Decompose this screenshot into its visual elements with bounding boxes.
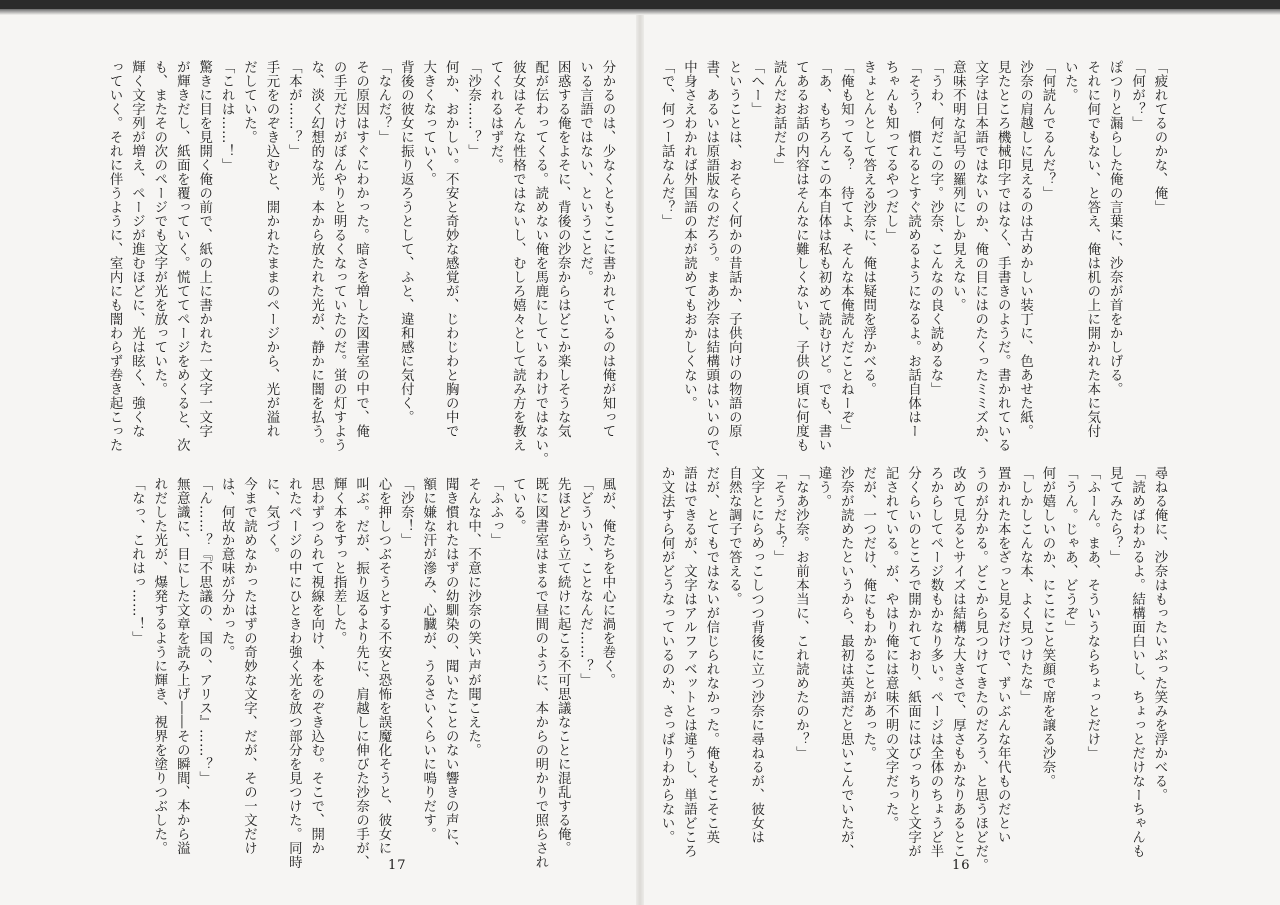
text-line: 「何読んでるんだ？」 [1039, 60, 1055, 200]
text-line: 何か、おかしい。不安と奇妙な感覚が、じわじわと胸の中で [443, 60, 459, 438]
text-line: 心を押しつぶそうとする不安と恐怖を誤魔化そうと、彼女に [375, 477, 391, 855]
text-line: だが、とてもではないが信じられなかった。俺もそこそこ英 [703, 466, 719, 844]
text-line: 語はできるが、文字はアルファベットとは違うし、単語どころ [681, 466, 697, 858]
text-line: 「どういう、ことなんだ……？」 [577, 477, 593, 687]
text-line: それに何でもない、と答え、俺は机の上に開かれた本に気付 [1084, 60, 1100, 438]
text-line: てくれるはずだ。 [487, 60, 503, 172]
text-line: に、気づく。 [263, 477, 279, 561]
text-line: 「本が……？」 [286, 60, 302, 158]
book-gutter [636, 15, 644, 905]
page-number-left: 17 [388, 858, 407, 873]
text-line: 「そう？ 慣れるとすぐ読めるようになるよ。お話自体はー [905, 60, 921, 438]
text-line: か文法すら何がどうなっているのか、さっぱりわからない。 [659, 466, 675, 844]
text-line: いた。 [1062, 60, 1078, 102]
text-line: てあるお話の内容はそんなに難しくないし、子供の頃に何度も [793, 60, 809, 452]
text-line: 彼女はそんな性格ではないし、むしろ嬉々として読み方を教え [510, 60, 526, 452]
text-line: 「ん……？『不思議の、国の、アリス』……？」 [196, 477, 212, 785]
left-page-upper-block [107, 60, 618, 466]
text-line: ちゃんも知ってるやつだし」 [883, 60, 899, 242]
text-line: 驚きに目を見開く俺の前で、紙の上に書かれた一文字一文字 [196, 60, 212, 438]
text-line: 違う。 [815, 466, 831, 508]
text-line: いる言語ではない、ということだ。 [577, 60, 593, 284]
text-line: 「なあ沙奈。お前本当に、これ読めたのか？」 [793, 466, 809, 760]
text-line: 改めて見るとサイズは結構な大きさで、厚さもかなりあるとこ [950, 466, 966, 858]
text-line: 自然な調子で答える。 [726, 466, 742, 606]
text-line: 「うわ、何だこの字。沙奈、こんなの良く読めるな」 [927, 60, 943, 396]
text-line: 先ほどから立て続けに起こる不可思議なことに混乱する俺。 [555, 477, 571, 855]
text-line: 文字は日本語ではないのか、俺の目にはのたくったミミズか、 [972, 60, 988, 452]
text-line: 沙奈が読めたというから、最初は英語だと思いこんでいたが、 [838, 466, 854, 858]
text-line: っていく。それに伴うように、室内にも闇わらず巻き起こった [107, 60, 123, 452]
text-line: 困惑する俺をよそに、背後の沙奈からはどこか楽しそうな気 [555, 60, 571, 438]
text-line: 今まで読めなかったはずの奇妙な文字、だが、その一文だけ [241, 477, 257, 855]
text-line: 中身さえわかれば外国語の本が読めてもおかしくない。 [681, 60, 697, 410]
text-line: ぽつりと漏らした俺の言葉に、沙奈が首をかしげる。 [1107, 60, 1123, 396]
text-line: 「これは……！」 [219, 60, 235, 172]
text-line: 「ふーん。まあ、そういうならちょっとだけ」 [1084, 466, 1100, 760]
text-line: うのが分かる。どこから見つけてきたのだろう、と思うほどだ。 [972, 466, 988, 872]
text-line: 読んだお話だよ」 [771, 60, 787, 172]
text-line: 何が嬉しいのか、にこにこと笑顔で席を譲る沙奈。 [1039, 466, 1055, 788]
text-line: 「しかしこんな本、よく見つけたな」 [1017, 466, 1033, 704]
text-line: 意味不明な記号の羅列にしか見えない。 [950, 60, 966, 312]
text-line: だしていた。 [241, 60, 257, 144]
text-line: その原因はすぐにわかった。暗さを増した図書室の中で、俺 [353, 60, 369, 438]
text-line: 既に図書室はまるで昼間のように、本からの明かりで照らされ [532, 477, 548, 869]
right-page-upper-block [659, 60, 1170, 466]
text-line: 叫ぶ。だが、振り返るより先に、肩越しに伸びた沙奈の手が、 [353, 477, 369, 869]
text-line: ている。 [510, 477, 526, 533]
text-line: 分くらいのところで開かれており、紙面にはびっちりと文字が [905, 466, 921, 858]
text-line: 「ふふっ」 [487, 477, 503, 547]
text-line: きょとんとして答える沙奈に、俺は疑問を浮かべる。 [860, 60, 876, 396]
text-line: の手元だけがぼんやりと明るくなっていたのだ。蛍の灯すよう [331, 60, 347, 452]
text-line: 文字とにらめっこしつつ背後に立つ沙奈に尋ねるが、彼女は [748, 466, 764, 844]
text-line: 「うん。じゃあ、どうぞ」 [1062, 466, 1078, 634]
text-line: 「沙奈！」 [398, 477, 414, 547]
text-line: ろからしてページ数もかなり多い。ページは全体のちょうど半 [927, 466, 943, 858]
text-line: 「なっ、これはっ……！」 [129, 477, 145, 645]
text-line: 思わずつられて視線を向け、本をのぞき込む。そこで、開か [308, 477, 324, 855]
text-line: 手元をのぞき込むと、開かれたままのページから、光が溢れ [263, 60, 279, 438]
text-line: だが、一つだけ、俺にもわかることがあった。 [860, 466, 876, 760]
text-line: 「俺も知ってる？ 待てよ、そんな本俺読んだことねーぞ」 [838, 60, 854, 438]
text-line: 「で、何つー話なんだ？」 [659, 60, 675, 228]
text-line: 見てみたら？」 [1107, 466, 1123, 564]
text-line: 「へー」 [748, 60, 764, 116]
text-line: れたページの中にひときわ強く光を放つ部分を見つけた。同時 [286, 477, 302, 869]
text-line: 大きくなっていく。 [420, 60, 436, 186]
text-line: 輝く文字列が増え、ページが進むほどに、光は眩く、強くな [129, 60, 145, 438]
text-line: な、淡く幻想的な光。本から放たれた光が、静かに闇を払う。 [308, 60, 324, 452]
text-line: 背後の彼女に振り返ろうとして、ふと、違和感に気付く。 [398, 60, 414, 424]
text-line: 書、あるいは原語版なのだろう。まあ沙奈は結構頭はいいので、 [703, 60, 719, 466]
text-line: 「沙奈……？」 [465, 60, 481, 158]
text-line: は、何故か意味が分かった。 [219, 477, 235, 659]
text-line: が輝きだし、紙面を覆っていく。慌ててページをめくると、次 [174, 60, 190, 452]
text-line: 「何が？」 [1129, 60, 1145, 130]
text-line: 額に嫌な汗が滲み、心臓が、うるさいくらいに鳴りだす。 [420, 477, 436, 841]
text-line: ということは、おそらく何かの昔話か、子供向けの物語の原 [726, 60, 742, 438]
text-line: 「読めばわかるよ。結構面白いし、ちょっとだけなーちゃんも [1129, 466, 1145, 858]
text-line: 輝く本をすっと指差した。 [331, 477, 347, 645]
text-line: 「そうだよ？」 [771, 466, 787, 564]
text-line: 風が、俺たちを中心に渦を巻く。 [600, 477, 615, 687]
text-line: も、またその次のページでも文字が光を放っていた。 [151, 60, 167, 396]
text-line: そんな中、不意に沙奈の笑い声が聞こえた。 [465, 477, 481, 757]
text-line: 無意識に、目にした文章を読み上げ――その瞬間、本から溢 [174, 477, 190, 855]
text-line: 記されている。が、やはり俺には意味不明の文字だった。 [883, 466, 899, 830]
text-line: 「あ、もちろんこの本自体は私も初めて読むけど。でも、書い [815, 60, 831, 452]
text-line: 分かるのは、少なくともここに書かれているのは俺が知って [600, 60, 615, 438]
text-line: 見たところ機械印字ではなく、手書きのようだ。書かれている [995, 60, 1011, 452]
scan-top-edge [0, 0, 1280, 9]
text-line: 沙奈の肩越しに見えるのは古めかしい装丁に、色あせた紙。 [1017, 60, 1033, 438]
text-line: 聞き慣れたはずの幼馴染の、聞いたことのない響きの声に、 [443, 477, 459, 855]
text-line: 「なんだ？」 [375, 60, 391, 144]
text-line: 「疲れてるのかな、俺」 [1152, 60, 1167, 214]
text-line: 配が伝わってくる。読めない俺を馬鹿にしているわけではない。 [532, 60, 548, 466]
text-line: 置かれた本をざっと見るだけで、ずいぶんな年代ものだとい [995, 466, 1011, 844]
text-line: れだした光が、爆発するように輝き、視界を塗りつぶした。 [151, 477, 167, 855]
page-number-right: 16 [952, 858, 971, 873]
text-line: 尋ねる俺に、沙奈はもったいぶった笑みを浮かべる。 [1152, 466, 1167, 802]
